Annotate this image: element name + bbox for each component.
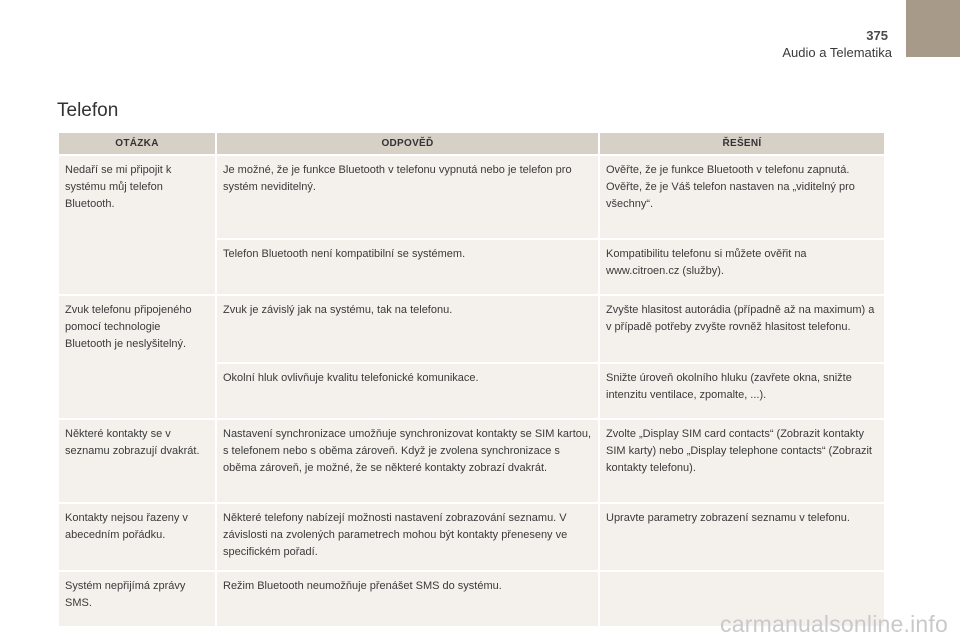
faq-table [57, 131, 886, 628]
chapter-tab [906, 0, 960, 57]
answer-cell: Telefon Bluetooth není kompatibilní se systémem. [217, 240, 598, 294]
answer-cell: Některé telefony nabízejí možnosti nastavení zobrazování seznamu. V závislosti na zvolených parametrech mohou být kontakty přeneseny ve specifickém pořadí. [217, 504, 598, 570]
solution-cell: Ověřte, že je funkce Bluetooth v telefonu zapnutá. Ověřte, že je Váš telefon nastaven na „viditelný pro všechny“. [600, 156, 884, 238]
answer-cell: Režim Bluetooth neumožňuje přenášet SMS do systému. [217, 572, 598, 626]
column-header-question: OTÁZKA [59, 133, 215, 154]
solution-cell: Snižte úroveň okolního hluku (zavřete okna, snižte intenzitu ventilace, zpomalte, ...). [600, 364, 884, 418]
table-row [59, 296, 884, 362]
solution-cell: Upravte parametry zobrazení seznamu v telefonu. [600, 504, 884, 570]
answer-cell: Nastavení synchronizace umožňuje synchronizovat kontakty se SIM kartou, s telefonem nebo s oběma zároveň. Když je zvolena synchronizace s oběma zároveň, je možné, že se některé kontakty zobrazí dvakrát. [217, 420, 598, 502]
solution-cell: Zvolte „Display SIM card contacts“ (Zobrazit kontakty SIM karty) nebo „Display telephone contacts“ (Zobrazit kontakty telefonu). [600, 420, 884, 502]
question-cell: Zvuk telefonu připojeného pomocí technologie Bluetooth je neslyšitelný. [59, 296, 215, 418]
table-row [59, 156, 884, 238]
answer-cell: Zvuk je závislý jak na systému, tak na telefonu. [217, 296, 598, 362]
question-cell: Některé kontakty se v seznamu zobrazují dvakrát. [59, 420, 215, 502]
table-row [59, 420, 884, 502]
solution-cell: Zvyšte hlasitost autorádia (případně až na maximum) a v případě potřeby zvyšte rovněž hlasitost telefonu. [600, 296, 884, 362]
answer-cell: Je možné, že je funkce Bluetooth v telefonu vypnutá nebo je telefon pro systém neviditelný. [217, 156, 598, 238]
page-heading: Telefon [57, 100, 119, 121]
table-row [59, 504, 884, 570]
column-header-solution: ŘEŠENÍ [600, 133, 884, 154]
column-header-answer: ODPOVĚĎ [217, 133, 598, 154]
section-title: Audio a Telematika [782, 45, 892, 60]
question-cell: Nedaří se mi připojit k systému můj telefon Bluetooth. [59, 156, 215, 294]
solution-cell: Kompatibilitu telefonu si můžete ověřit na www.citroen.cz (služby). [600, 240, 884, 294]
answer-cell: Okolní hluk ovlivňuje kvalitu telefonické komunikace. [217, 364, 598, 418]
watermark: carmanualsonline.info [720, 611, 948, 637]
question-cell: Systém nepřijímá zprávy SMS. [59, 572, 215, 626]
table-header-row [59, 133, 884, 154]
question-cell: Kontakty nejsou řazeny v abecedním pořádku. [59, 504, 215, 570]
page-number: 375 [866, 28, 888, 43]
